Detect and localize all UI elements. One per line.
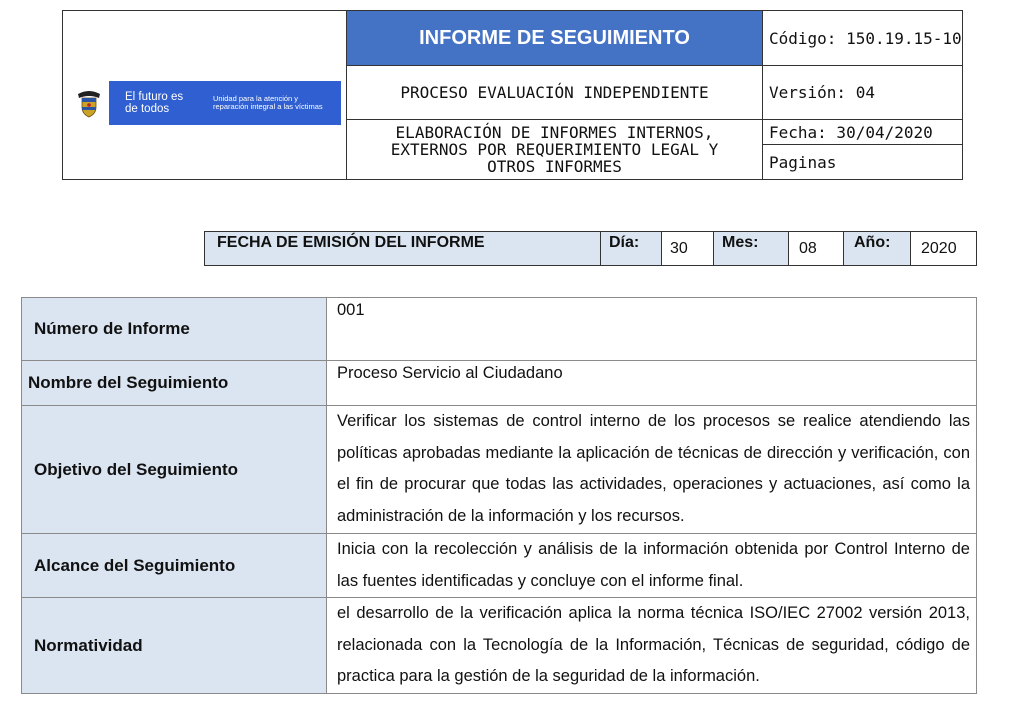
document-code: Código: 150.19.15-10 <box>769 28 962 48</box>
year-label: Año: <box>844 232 911 265</box>
day-label: Día: <box>601 232 662 265</box>
subprocess-line: OTROS INFORMES <box>487 157 622 176</box>
document-version: Versión: 04 <box>769 83 875 102</box>
regulations-value: el desarrollo de la verificación aplica la norma técnica ISO/IEC 27002 versión 2013, relacionada con la Tecnología de la Información, Técnicas de seguridad, código de practica para la gestión de la seguridad de la información. <box>337 604 970 685</box>
row-label-regulations: Normatividad <box>22 598 327 693</box>
report-number-value: 001 <box>327 298 976 361</box>
emission-date-row <box>204 231 977 266</box>
date-cell <box>763 120 963 145</box>
subprocess-line: EXTERNOS POR REQUERIMIENTO LEGAL Y <box>390 140 719 159</box>
document-header-table <box>62 10 963 180</box>
subprocess-line: ELABORACIÓN DE INFORMES INTERNOS, <box>395 123 714 142</box>
row-label-scope: Alcance del Seguimiento <box>22 534 327 598</box>
row-label-followup-name: Nombre del Seguimiento <box>22 361 327 406</box>
pages-cell <box>763 145 963 180</box>
version-cell <box>763 66 963 120</box>
month-label: Mes: <box>714 232 789 265</box>
logo-unit-name: Unidad para la atención y reparación integral a las víctimas <box>213 94 323 111</box>
process-cell <box>347 66 763 120</box>
scope-value: Inicia con la recolección y análisis de la información obtenida por Control Interno de las fuentes identificadas y concluye con el informe final. <box>327 534 976 598</box>
code-cell <box>763 11 963 66</box>
report-title: INFORME DE SEGUIMIENTO <box>419 26 690 49</box>
row-label-report-number: Número de Informe <box>22 298 327 361</box>
entity-logo <box>69 81 341 125</box>
year-value: 2020 <box>911 232 976 265</box>
subprocess-cell <box>347 120 763 180</box>
emission-label: FECHA DE EMISIÓN DEL INFORME <box>205 232 601 265</box>
month-value: 08 <box>789 232 844 265</box>
day-value: 30 <box>662 232 714 265</box>
objective-value: Verificar los sistemas de control interno de los procesos se realice atendiendo las políticas aprobadas mediante la aplicación de técnicas de dirección y verificación, con el fin de procurar que todas las actividades, operaciones y actuaciones, así como la administración de la información y los recursos. <box>327 406 976 534</box>
followup-name-value: Proceso Servicio al Ciudadano <box>327 361 976 406</box>
document-pages: Paginas <box>769 153 837 172</box>
report-title-cell <box>347 11 763 66</box>
report-details-table <box>21 297 977 694</box>
row-label-objective: Objetivo del Seguimiento <box>22 406 327 534</box>
document-date: Fecha: 30/04/2020 <box>769 122 933 142</box>
process-name: PROCESO EVALUACIÓN INDEPENDIENTE <box>400 83 709 102</box>
colombia-coat-of-arms-icon <box>69 81 109 125</box>
logo-slogan: El futuro es de todos <box>125 91 184 115</box>
